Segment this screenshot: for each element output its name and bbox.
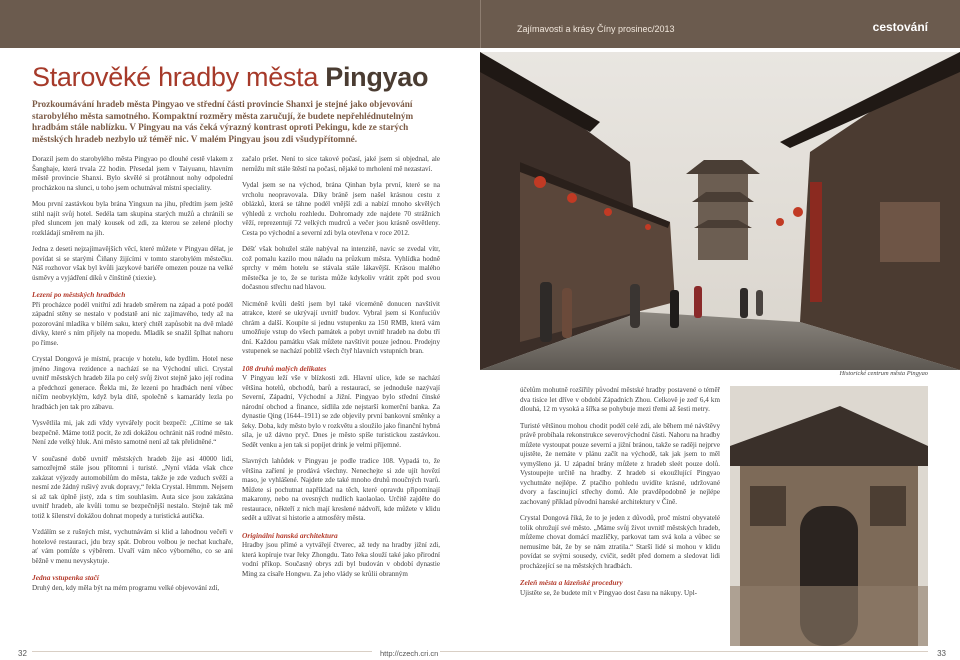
paragraph: Déšť však bohužel stále nabýval na intenzitě, navíc se zvedal vítr, což pomalu kazilo mou náladu na průzkum města. Vyhlídka hodně sprchy v mém hotelu se stávala stále lákavější. Krásou malého městečka je to, že se turista může kdykoliv vrátit zpět pod svou dočasnou střechu nad hlavou. xyxy=(242,245,440,291)
text-column-2 xyxy=(242,155,440,645)
footer-rule-left xyxy=(32,651,372,652)
paragraph: Hradby jsou přímé a vytvářejí čtverec, až tedy na hradby jižní zdi, která kopíruje tvar řeky Zhongdu. Tato řeka slouží také jako přirodní vodní příkop. Současný obrys zdi byl budován v období dynastie Ming za císaře Hongwu. Za jeho vlády se krůlii obranným xyxy=(242,541,440,578)
footer-url[interactable]: http://czech.cri.cn xyxy=(380,649,439,658)
paragraph: účelům mohutně rozšířily původní městské hradby postavené o téměř dva tisíce let dříve v období Západních Zhou. Celkově je zeď 6,4 km dlouhá, 12 m vysoká a šířka se pohybuje mezi třemi až šesti metry. xyxy=(520,386,720,413)
footer-rule-right xyxy=(440,651,928,652)
paragraph: Vysvětlila mi, jak zdi vždy vytvářely pocit bezpečí: „Cítíme se tak bezpečně. Máme totiž pocit, že zdi dokážou ochránit náš rodné město. Není zde velký hluk. Ani město samotné není až tak přelidněné.“ xyxy=(32,419,233,446)
paragraph: Při procházce podél vnitřní zdi hradeb směrem na západ a poté podél západní stěny se nestalo v podstatě ani nic zajímavého, tedy až na pozorování mladíka v bílém saku, který chtěl zapůsobit na dvě mladé dívky, které s ním přijely na mopedu. Mladík se snažil šplhat nahoru po římse. xyxy=(32,300,233,347)
section-heading: 108 druhů malých delikates xyxy=(242,363,327,373)
magazine-label: Zajímavosti a krásy Číny prosinec/2013 xyxy=(517,24,675,34)
article-title xyxy=(32,62,428,93)
paragraph: začalo pršet. Není to sice takové počasí, jaké jsem si objednal, ale nemůžu mít stále štěstí na počasí, nějaké to mrholení mě nezastaví. xyxy=(242,155,440,173)
text-column-1 xyxy=(32,155,233,645)
photo-caption: Historické centrum města Pingyao xyxy=(839,370,928,377)
paragraph: Slavných lahůdek v Pingyau je podle tradice 108. Vypadá to, že většina zaříení je prodává všechny. Nenechejte si zde ujít hovězí maso, je vyhlášené. Najdete zde také mnoho druhů moučných tvarů. Můžete si pochutnat například na těch, které opravdu připomínají makarony, nebo na ovesných nudlích kaolaolao. Určitě zajděte do restaurace, někteří z nich mají kreslené nádvoří, kde můžete v klidu sedět a užívat si historie a atmosféry města. xyxy=(242,457,440,522)
paragraph: Druhý den, kdy měla být na mém programu velké objevování zdí, xyxy=(32,583,220,592)
text-column-3 xyxy=(520,386,720,648)
page-number-right: 33 xyxy=(937,649,946,658)
header-divider xyxy=(480,0,481,48)
section-heading: Originální hanská architektura xyxy=(242,530,338,540)
paragraph: Ujistěte se, že budete mít v Pingyao dost času na nákupy. Upl- xyxy=(520,588,698,597)
page-number-left: 32 xyxy=(18,649,27,658)
paragraph: Jedna z deseti nejzajímavějších věcí, které můžete v Pingyau dělat, je povídat si se starými Čiňany žijícími v tomto starobylém městečku. Náš rozhovor však byl kvůli jazykové bariéře omezen pouze na velké úsměvy a vyjádření díků v čínštině (xiexie). xyxy=(32,245,233,282)
paragraph: Vydal jsem se na východ, brána Qinhan byla první, které se na vrcholu neopravovala. Díky bráně jsem našel krásnou cestu z oblázků, která se táhne podél vnější zdi a nabízí mnoho skvělých výhledů z vrcholu rozhledu. Dohromady zde najdete 70 strážních věží, reprezentují 72 velkých mudrců a večer jsou krásně osvětleny. Cesta po východní a severní zdi byla otevřena v roce 2012. xyxy=(242,181,440,237)
street-photo xyxy=(480,52,960,370)
paragraph: V Pingyau leží vše v blízkosti zdi. Hlavní ulice, kde se nachází většina hotelů, obchodů, barů a restaurací, se jednoduše nazývají Severní, Západní, Východní a Jižní. Pingyao bylo střední čínské národní obchod a finance, sídlila zde nejstarší komerční banka. Za dynastie Qing (1644–1911) se zde objevily první bankovní směnky a šeky. Doba, kdy město bylo v rozkvětu a sloužilo jako finanční hybná síla, je už dávno pryč. Dnes je město spíše turistickou zastávkou. Sedět venku a jen tak si popíjet drink je velmi příjemné. xyxy=(242,374,440,449)
paragraph: Dorazil jsem do starobylého města Pingyao po dlouhé cestě vlakem z Šanghaje, která trvala 22 hodin. Přesedal jsem v Taiyuanu, hlavním městě provincie Shanxi. Bylo skvělé si protáhnout nohy odpolední procházkou na slunci, u toho jsem ochutnával místní speciality. xyxy=(32,155,233,192)
paragraph: Mou první zastávkou byla brána Yingxun na jihu, předtím jsem ještě stihl najít svůj hotel. Sedéla tam skupina starých mužů a chránili se před sluncem jen malý kousek od zdi, za kterou se zelené plochy rozkládají směrem na jih. xyxy=(32,200,233,237)
article-lead: Prozkoumávání hradeb města Pingyao ve střední části provincie Shanxi je stejné jako objevování starobylého města samotného. Kompaktní rozměry města zaručují, že budete nepřehlédnutelným hradbám stále nablízku. V Pingyau na vás čeká výrazný kontrast oproti Pekingu, kde ze starých městských hradeb nezbylo už téměř nic. V malém Pingyau jsou zdi všudypřítomné. xyxy=(32,99,414,144)
paragraph: Nicméně kvůli deští jsem byl také víceméně donucen navštívit atrakce, které se ukrývají uvnitř budov. Vybral jsem si Konfuciův chrám a další. Koupíte si jednu vstupenku za 150 RMB, která vám umožňuje vstup do všech památek a pobyt uvnitř hradeb na dobu tří dní. Každou památku však můžete navštívit pouze jednou. Prodejny vstupenek se nachází poblíž všech čtyř hlavních vstupních bran. xyxy=(242,299,440,355)
paragraph: Crystal Dongová říká, že to je jeden z důvodů, proč místní obyvatelé tolik ohrožují své město. „Máme svůj život uvnitř městských hradeb, můžeme chovat domácí mazlíčky, parkovat tam svá kola a vůbec se nemusíme bát, že by se nám ztratila.“ Starší lidé si mohou v klidu povídat se svými sousedy, cvičit, sedět před domem a sledovat lidi procházející se na městských hradbách. xyxy=(520,514,720,570)
paragraph: Vzdálím se z rušných míst, vychutnávám si klid a lahodnou večeři v hotelové restauraci, jdu brzy spát. Dobrou volbou je nechat kuchaře, ať vám pomůže s výběrem. Uvaří vám něco výborného, co se ani běžně v menu nevyskytuje. xyxy=(32,528,233,565)
section-label: cestování xyxy=(872,20,928,34)
gate-photo xyxy=(730,386,928,646)
title-main: Starověké hradby města xyxy=(32,62,326,92)
paragraph: Turisté většinou mohou chodit podél celé zdi, ale během mé návštěvy právě probíhala rekonstrukce severovýchodní části. Nahoru na hradby můžete vystoupat pouze severní a jižní bránou, takže se raději nejprve ujistěte, že nemáte v plánu začít na východě, tak jak jsem to měl vymyšleno já. U západní brány můžete z hradeb sleét pouze dolů. Vystoupejte určitě na hradby. Z hradeb si ekoužlující Pingyao vychutnáte nejlépe. Z ptačího pohledu uvidíte krásné, udržované dvory a fascinující střechy domů. Ale pravděpodobně je nejlépe zachovaný příklad původní hanské architektury v Číně. xyxy=(520,421,720,506)
section-heading: Lezení po městských hradbách xyxy=(32,290,126,299)
title-bold: Pingyao xyxy=(325,62,429,92)
section-heading: Zeleň města a lázeňské procedury xyxy=(520,578,623,587)
section-heading: Jedna vstupenka stačí xyxy=(32,573,99,582)
paragraph: Crystal Dongová je místní, pracuje v hotelu, kde bydlím. Hotel nese jméno Jingova rezidence a nachází se na Východní ulici. Crystal uvnitř městských hradeb žila po celý svůj život stejně jako její rodina a předchozí generace. Řekla mi, že lezeni po hradbách není vůbec ničím neobvyklým, když byla dítě, společně s kamarády lezla po hradbách jen tak pro zábavu. xyxy=(32,355,233,411)
paragraph: V současné době uvnitř městských hradeb žije asi 40000 lidí, samozřejmě stále jsou přítomni i turisté. „Nyní vláda však chce zakázat výjezdy automobilům do města, takže je zde vzduch svěží a nesmí zde žádný rušivý zvuk dopravy,“ řekla Crystal. Hmmm. Nejsem si až tak úplně jistý, zda s tím souhlasím. Auta sice jsou zakázána uvnitř hradeb, ale kvůli tomu se bezpečnější nestalo. Stejně tak mě totiž k šílenství dokážou dohnat mopedy a turistická autíčka. xyxy=(32,454,233,520)
header-bar xyxy=(0,0,960,48)
